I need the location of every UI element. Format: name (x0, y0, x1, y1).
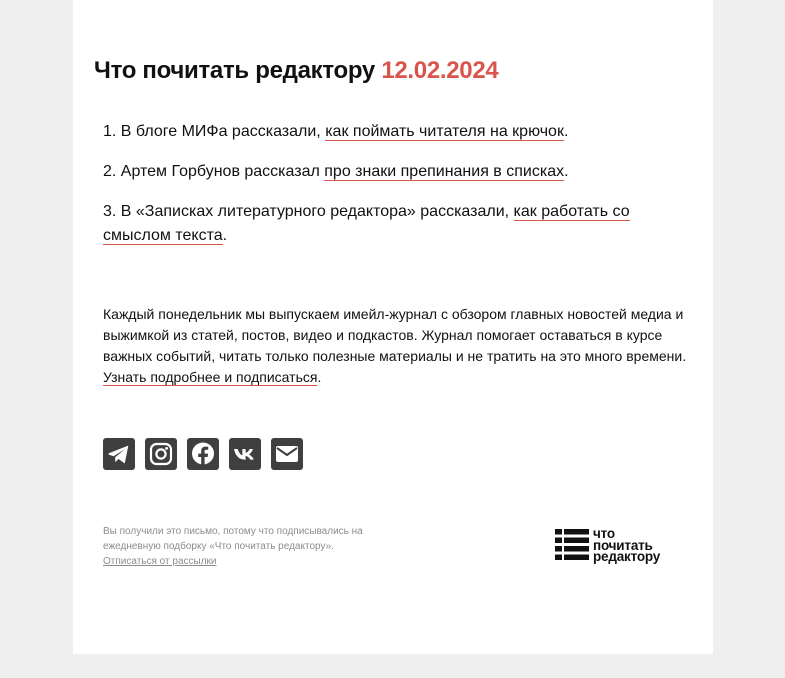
footer-note (103, 524, 393, 569)
logo-line: почитать (593, 537, 653, 553)
article-link[interactable]: про знаки препинания в списках (324, 163, 565, 180)
article-list (103, 120, 663, 264)
logo-wordmark (593, 528, 660, 563)
item-suffix: . (564, 163, 569, 180)
about-text: Каждый понедельник мы выпускаем имейл-журнал с обзором главных новостей медиа и выжимкой из статей, постов, видео и подкастов. Журнал помогает оставаться в курсе важных событий, читать только полезные материалы и не тратить на это много времени. (103, 306, 687, 364)
subscribe-link[interactable]: Узнать подробнее и подписаться (103, 369, 318, 385)
about-paragraph (103, 304, 693, 388)
logo-line: редактору (593, 549, 661, 564)
list-item (103, 120, 663, 144)
brand-logo[interactable] (555, 528, 660, 563)
telegram-icon[interactable] (103, 438, 135, 470)
facebook-icon[interactable] (187, 438, 219, 470)
title-text: Что почитать редактору (94, 57, 375, 84)
title-date: 12.02.2024 (381, 57, 499, 84)
vk-icon[interactable] (229, 438, 261, 470)
item-suffix: . (563, 123, 569, 140)
email-icon[interactable] (271, 438, 303, 470)
logo-line: что (593, 526, 615, 541)
page-title (94, 57, 498, 85)
list-item (103, 160, 663, 184)
footer-text: Вы получили это письмо, потому что подписывались на ежедневную подборку «Что почитать редактору». (103, 526, 363, 552)
logo-mark-icon (555, 528, 589, 562)
item-text: 2. Артем Горбунов рассказал (103, 163, 325, 180)
article-link[interactable]: как поймать читателя на крючок (325, 123, 564, 140)
item-suffix: . (222, 227, 228, 244)
about-suffix: . (317, 369, 322, 385)
unsubscribe-link[interactable]: Отписаться от рассылки (103, 556, 217, 567)
list-item (103, 200, 663, 248)
email-card (73, 0, 713, 654)
article-link[interactable]: как работать со смыслом текста (103, 203, 630, 244)
instagram-icon[interactable] (145, 438, 177, 470)
item-text: 3. В «Записках литературного редактора» рассказали, (103, 203, 514, 220)
social-links (103, 438, 303, 470)
item-text: 1. В блоге МИФа рассказали, (103, 123, 326, 140)
